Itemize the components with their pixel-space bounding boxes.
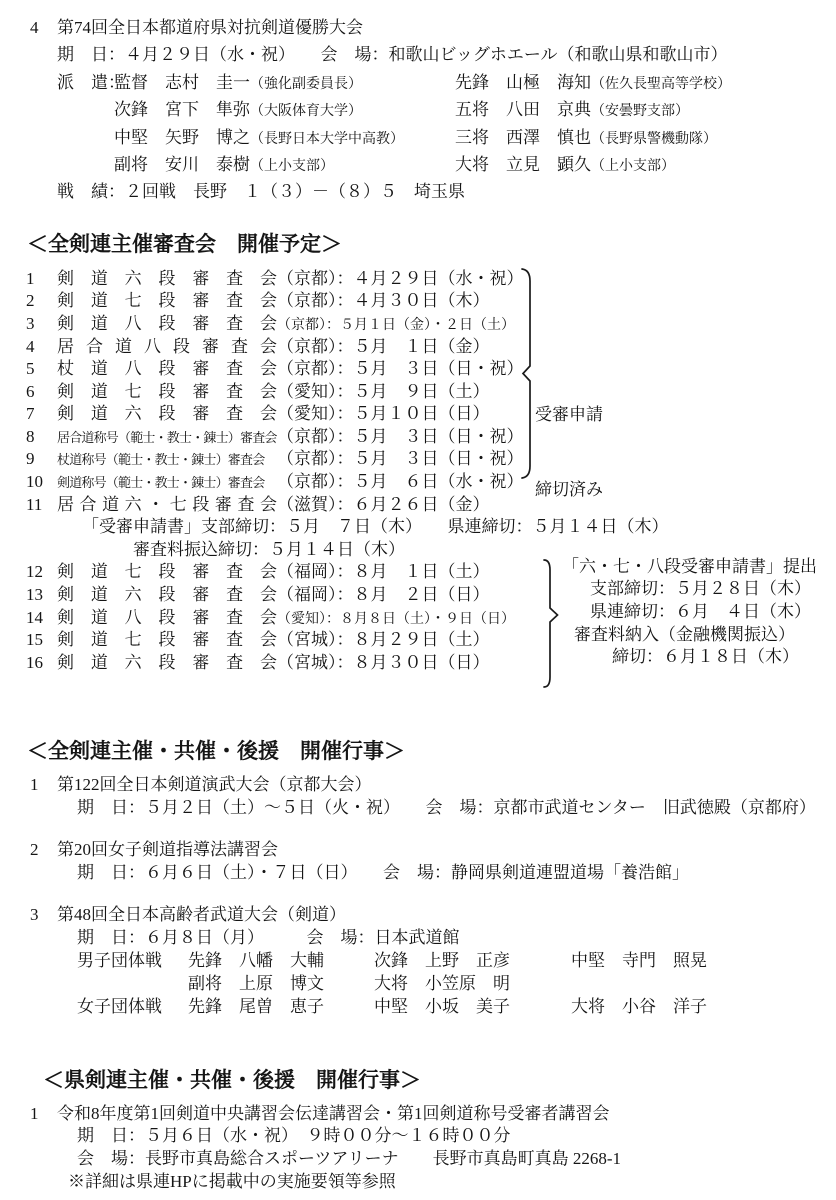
exam-venue-date: （宮城）：８月３０日（日） [277,652,490,672]
bracket1-annotation [535,352,603,552]
dispatch-member-affiliation: （長野県警機動隊） [591,131,717,147]
exam-venue-date: （愛知）：５月 ９日（土） [277,381,490,401]
team-label [77,972,188,995]
event-title-line [0,773,836,796]
group-bracket-rows-12-16 [542,558,560,689]
exam-row [0,471,836,494]
pref-event-title-line [0,1102,836,1125]
tournament-date-venue: 期 日：４月２９日（水・祝） 会 場：和歌山ビッグホエール（和歌山県和歌山市） [57,45,728,65]
exam-name: 剣道七段審査会 [57,291,277,311]
bracket2-annotation-line: 審査料納入（金融機関振込） [574,624,795,644]
dispatch-member-right: 先鋒 山極 海知（佐久長聖高等学校） [455,72,731,92]
exam-name: 剣道六段審査会 [57,268,277,288]
zenkenren-events-section [0,737,836,1018]
dispatch-member-affiliation: （大阪体育大学） [250,104,362,120]
exam-row [0,290,836,313]
exam-deadline-note: 「受審申請書」支部締切：５月 ７日（木） 県連締切：５月１４日（木） [82,517,669,537]
event-date-venue: 期 日：６月８日（月） 会 場：日本武道館 [77,928,460,948]
exam-row-number: 2 [26,291,35,311]
dispatch-member-left: 副将 安川 泰樹（上小支部） [114,154,334,174]
exam-row-number: 14 [26,607,43,627]
event-item [0,903,836,1018]
team-label: 男子団体戦 [77,951,162,971]
exam-venue-date: （京都）：５月 １日（金） [277,336,490,356]
dispatch-member-affiliation: （上小支部） [591,158,675,174]
bracket1-annotation-line: 受審申請 [535,404,603,424]
exam-venue-date: （京都）：４月３０日（木） [277,291,490,311]
event-title-line [0,903,836,926]
exam-venue-date: （福岡）：８月 １日（土） [277,562,490,582]
team-member: 副将 上原 博文 [188,974,324,994]
exam-name: 剣道六段審査会 [57,585,277,605]
exam-row [0,336,836,359]
pref-event-item [0,1102,836,1193]
item-number: 1 [30,1104,39,1124]
exam-row [0,426,836,449]
dispatch-member-left: 次鋒 宮下 隼弥（大阪体育大学） [114,100,362,120]
event-item [0,838,836,884]
exam-row-number: 5 [26,359,35,379]
exam-venue-date: （愛知）：８月８日（土）・９日（日） [277,611,515,627]
pref-event-detail-line: 会 場：長野市真島総合スポーツアリーナ 長野市真島町真島 2268-1 [77,1149,622,1169]
tournament-title-line [0,14,836,41]
team-member: 先鋒 八幡 大輔 [188,951,324,971]
events-section-heading: ＜全剣連主催・共催・後援 開催行事＞ [27,739,405,764]
team-row [0,972,836,995]
exam-venue-date: （京都）：５月１日（金）・２日（土） [277,317,515,333]
event-title: 第122回全日本剣道演武大会（京都大会） [57,775,372,795]
tournament-title: 第74回全日本都道府県対抗剣道優勝大会 [57,18,363,37]
exam-name: 剣道称号（範士・教士・錬士）審査会 [57,475,265,491]
exam-row [0,403,836,426]
dispatch-label [57,96,114,123]
dispatch-member-affiliation: （佐久長聖高等学校） [591,76,731,92]
exam-venue-date: （福岡）：８月 ２日（日） [277,585,490,605]
exam-row [0,313,836,336]
dispatch-member-right: 三将 西澤 慎也（長野県警機動隊） [455,127,717,147]
team-row [0,949,836,972]
exam-row-number: 4 [26,336,35,356]
events-list [0,773,836,1018]
exam-row-number: 8 [26,426,35,446]
exam-row-number: 7 [26,404,35,424]
team-member: 中堅 寺門 照晃 [571,951,707,971]
dispatch-member-affiliation: （安曇野支部） [591,104,689,120]
exam-row [0,494,836,517]
exam-name: 剣道七段審査会 [57,562,277,582]
dispatch-member-affiliation: （長野日本大学中高教） [250,131,404,147]
exam-venue-date: （京都）：４月２９日（水・祝） [277,268,524,288]
exam-venue-date: （京都）：５月 ３日（日・祝） [277,359,524,379]
exam-name: 剣道八段審査会 [57,313,277,333]
team-member: 先鋒 尾曽 恵子 [188,997,324,1017]
event-title: 第20回女子剣道指導法講習会 [57,840,278,860]
exam-venue-date: （京都）：５月 ３日（日・祝） [277,449,524,469]
exam-name: 居合道六・七段審査会 [57,494,277,514]
item-number: 3 [30,905,39,925]
dispatch-label [57,151,114,178]
exam-name: 剣道七段審査会 [57,630,277,650]
item-number: 2 [30,840,39,860]
dispatch-row [0,69,836,96]
dispatch-row [0,96,836,123]
item-number: 1 [30,775,39,795]
event-title-line [0,838,836,861]
exam-row [0,268,836,291]
exam-row [0,516,836,539]
exam-section-heading: ＜全剣連主催審査会 開催予定＞ [27,231,342,256]
dispatch-member-left: 監督 志村 圭一（強化副委員長） [114,72,362,92]
bracket2-annotation-line: 支部締切：５月２８日（木） [590,579,811,599]
exam-row-number: 15 [26,630,43,650]
exam-row-number: 9 [26,449,35,469]
team-member: 中堅 小坂 美子 [374,997,510,1017]
pref-event-details [0,1125,836,1193]
exam-venue-date: （愛知）：５月１０日（日） [277,404,490,424]
pref-event-detail-line: ※詳細は県連HPに掲載中の実施要領等参照 [68,1172,396,1192]
exam-name: 杖道八段審査会 [57,359,277,379]
exam-row-number: 1 [26,268,35,288]
event-item [0,773,836,819]
exam-venue-date: （京都）：５月 ６日（水・祝） [277,472,524,492]
prefecture-events-section [0,1066,836,1193]
exam-row-number: 11 [26,494,43,514]
exam-row-number: 3 [26,313,35,333]
bracket2-annotation-line: 「六・七・八段受審申請書」提出 [562,556,817,576]
team-row [0,995,836,1018]
exam-venue-date: （滋賀）：６月２６日（金） [277,494,490,514]
tournament-report-block [0,0,836,206]
exam-row-number: 10 [26,472,43,492]
exam-name: 居合道称号（範士・教士・錬士）審査会 [57,429,277,445]
event-title: 第48回全日本高齢者武道大会（剣道） [57,905,346,925]
dispatch-member-right: 五将 八田 京典（安曇野支部） [455,100,689,120]
dispatch-member-left: 中堅 矢野 博之（長野日本大学中高教） [114,127,404,147]
exam-row [0,358,836,381]
pref-event-title: 令和8年度第1回剣道中央講習会伝達講習会・第1回剣道称号受審者講習会 [57,1104,610,1124]
team-member: 次鋒 上野 正彦 [374,951,510,971]
bracket2-annotation-line: 締切：６月１８日（木） [612,647,799,667]
bracket1-annotation-line: 締切済み [535,479,603,499]
event-date-venue: 期 日：５月２日（土）～５日（火・祝） 会 場：京都市武道センター 旧武徳殿（京都府） [77,798,816,818]
exam-venue-date: （京都）：５月 ３日（日・祝） [277,426,524,446]
exam-name: 居合道八段審査会 [57,336,277,356]
exam-row [0,448,836,471]
team-label: 女子団体戦 [77,997,162,1017]
exam-name: 剣道八段審査会 [57,607,277,627]
exam-name: 剣道六段審査会 [57,652,277,672]
exam-name: 剣道七段審査会 [57,381,277,401]
dispatch-member-affiliation: （上小支部） [250,158,334,174]
exam-row [0,381,836,404]
team-member: 大将 小笠原 明 [374,974,510,994]
exam-row-number: 6 [26,381,35,401]
pref-section-heading: ＜県剣連主催・共催・後援 開催行事＞ [43,1068,421,1093]
exam-deadline-note: 審査料振込締切：５月１４日（木） [133,539,405,559]
exam-name: 剣道六段審査会 [57,404,277,424]
dispatch-label [57,124,114,151]
group-bracket-rows-1-10 [517,267,535,480]
dispatch-label: 派 遣： [57,72,125,92]
exam-venue-date: （宮城）：８月２９日（土） [277,630,490,650]
team-member: 大将 小谷 洋子 [571,997,707,1017]
dispatch-member-list [0,69,836,179]
event-date-venue: 期 日：６月６日（土）・７日（日） 会 場：静岡県剣道連盟道場「養浩館」 [77,863,689,883]
item-number: 4 [30,18,39,37]
pref-event-detail-line: 期 日：５月６日（水・祝） ９時００分～１６時００分 [77,1126,511,1146]
exam-row-number: 16 [26,652,43,672]
exam-row-number: 13 [26,585,43,605]
bracket2-annotation [562,556,817,669]
bracket2-annotation-line: 県連締切：６月 ４日（木） [590,601,811,621]
tournament-result: 戦 績：２回戦 長野 １（３）－（８）５ 埼玉県 [57,182,465,202]
dispatch-member-affiliation: （強化副委員長） [250,76,362,92]
exam-name: 杖道称号（範士・教士・錬士）審査会 [57,452,265,468]
dispatch-member-right: 大将 立見 顕久（上小支部） [455,154,675,174]
dispatch-row [0,151,836,178]
dispatch-row [0,124,836,151]
exam-row-number: 12 [26,562,43,582]
exam-schedule-section [0,230,836,675]
